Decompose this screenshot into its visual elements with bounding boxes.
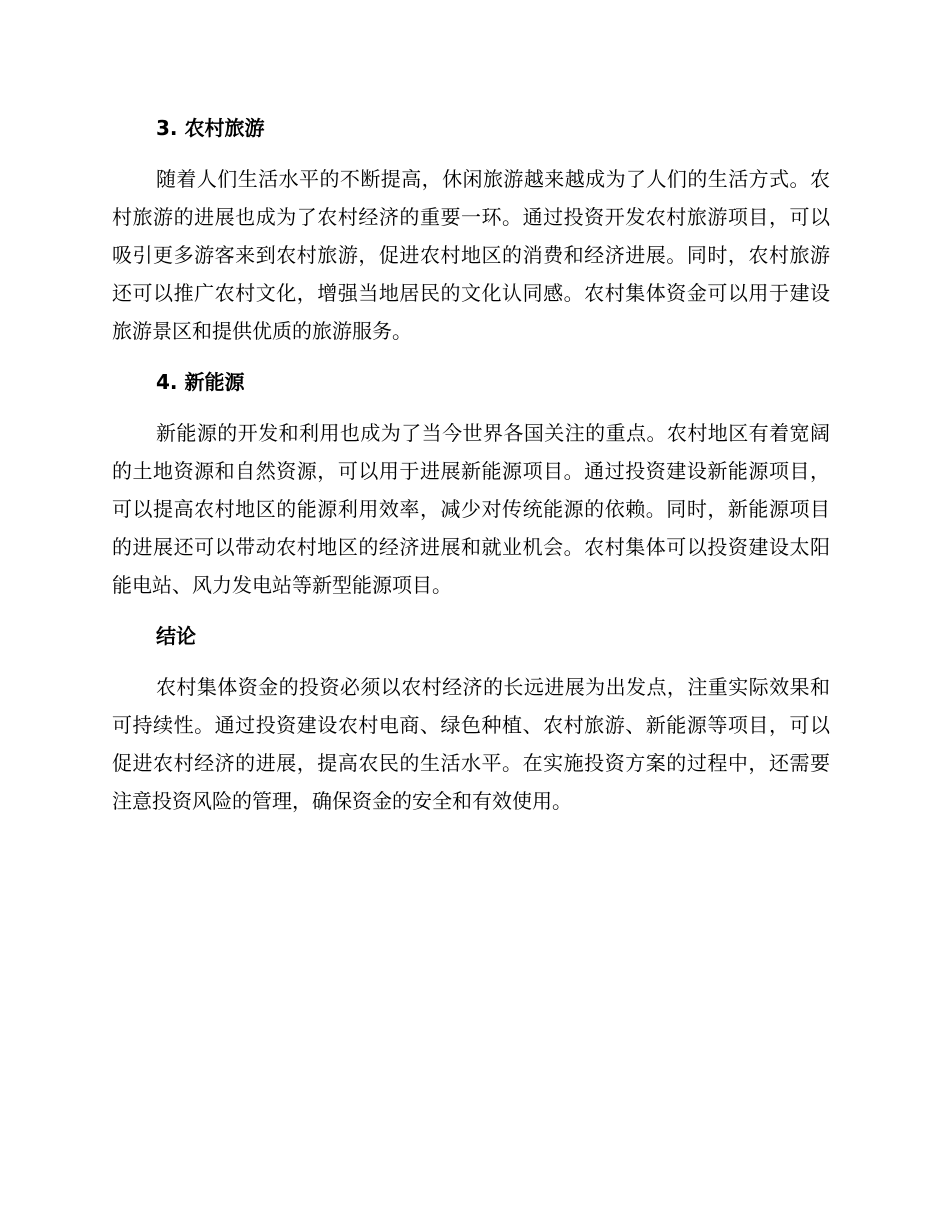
spacer <box>112 654 830 668</box>
section-heading-rural-tourism: 3. 农村旅游 <box>156 116 265 140</box>
paragraph-rural-tourism: 随着人们生活水平的不断提高，休闲旅游越来越成为了人们的生活方式。农村旅游的进展也成为了农村经济的重要一环。通过投资开发农村旅游项目，可以吸引更多游客来到农村旅游，促进农村地区的消费和经济进展。同时，农村旅游还可以推广农村文化，增强当地居民的文化认同感。农村集体资金可以用于建设旅游景区和提供优质的旅游服务。 <box>112 167 830 343</box>
document-page <box>112 110 830 820</box>
paragraph-new-energy: 新能源的开发和利用也成为了当今世界各国关注的重点。农村地区有着宽阔的土地资源和自然资源，可以用于进展新能源项目。通过投资建设新能源项目，可以提高农村地区的能源利用效率，减少对传统能源的依赖。同时，新能源项目的进展还可以带动农村地区的经济进展和就业机会。农村集体可以投资建设太阳能电站、风力发电站等新型能源项目。 <box>112 421 830 597</box>
paragraph-conclusion: 农村集体资金的投资必须以农村经济的长远进展为出发点，注重实际效果和可持续性。通过投资建设农村电商、绿色种植、农村旅游、新能源等项目，可以促进农村经济的进展，提高农民的生活水平。在实施投资方案的过程中，还需要注意投资风险的管理，确保资金的安全和有效使用。 <box>112 675 830 813</box>
section-heading-conclusion: 结论 <box>156 624 196 648</box>
section-heading-new-energy: 4. 新能源 <box>156 370 245 394</box>
spacer <box>112 146 830 160</box>
spacer <box>112 400 830 414</box>
spacer <box>112 350 830 364</box>
spacer <box>112 604 830 618</box>
